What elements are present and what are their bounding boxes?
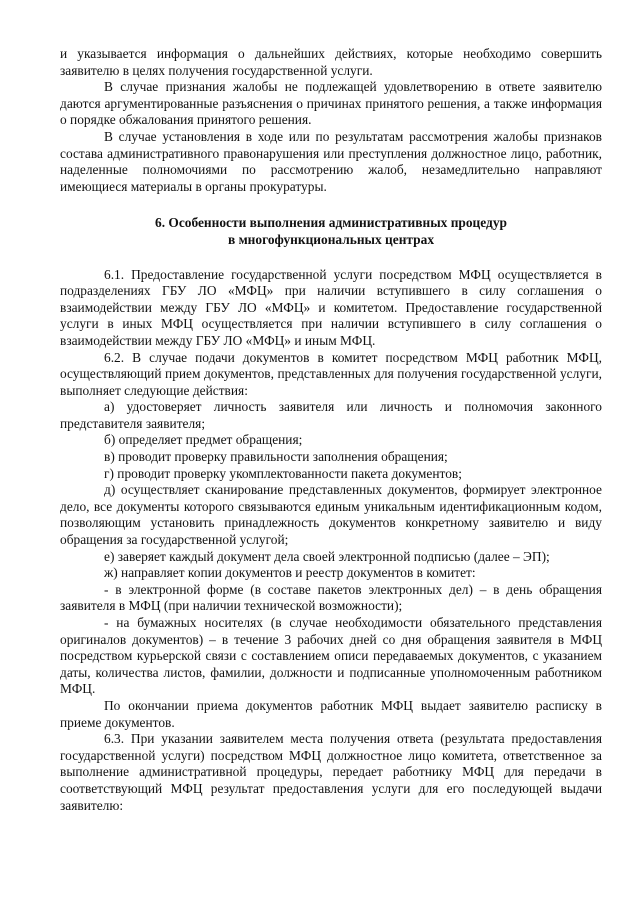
list-item-g: г) проводит проверку укомплектованности пакета документов; [104,465,462,481]
section-heading-line-1: 6. Особенности выполнения административных процедур [155,215,507,231]
sublist-paper: - на бумажных носителях (в случае необходимости обязательного представления оригиналов документов) – в течение 3 рабочих дней со дня обращения заявителя в МФЦ посредством курьерской связи с составлением описи передаваемых документов, с указанием даты, количества листов, фамилии, должности и подписанные уполномоченным работником МФЦ. [60,615,602,697]
paragraph-violation-found: В случае установления в ходе или по результатам рассмотрения жалобы признаков состава административного правонарушения или преступления должностное лицо, работник, наделенные полномочиями по рассмотрению жалоб, незамедлительно направляют имеющиеся материалы в органы прокуратуры. [60,128,602,194]
section-heading-line-2: в многофункциональных центрах [227,231,435,247]
list-item-zh: ж) направляет копии документов и реестр документов в комитет: [104,565,476,581]
list-item-a: а) удостоверяет личность заявителя или личность и полномочия законного представителя заявителя; [60,399,602,431]
paragraph-6-3: 6.3. При указании заявителем места получения ответа (результата предоставления государственной услуги) посредством МФЦ должностное лицо комитета, ответственное за выполнение административной процедуры, передает работнику МФЦ для передачи в соответствующий МФЦ результат предоставления услуги для его последующей выдачи заявителю: [60,731,602,813]
paragraph-complaint-rejected: В случае признания жалобы не подлежащей удовлетворению в ответе заявителю даются аргументированные разъяснения о причинах принятого решения, а также информация о порядке обжалования принятого решения. [60,79,602,128]
list-item-e: е) заверяет каждый документ дела своей электронной подписью (далее – ЭП); [104,548,550,564]
list-item-v: в) проводит проверку правильности заполнения обращения; [104,449,448,465]
paragraph-6-2: 6.2. В случае подачи документов в комитет посредством МФЦ работник МФЦ, осуществляющий прием документов, представленных для получения государственной услуги, выполняет следующие действия: [60,349,602,398]
paragraph-6-1: 6.1. Предоставление государственной услуги посредством МФЦ осуществляется в подразделениях ГБУ ЛО «МФЦ» при наличии вступившего в силу соглашения о взаимодействии между ГБУ ЛО «МФЦ» и комитетом. Предоставление государственной услуги в иных МФЦ осуществляется при наличии вступившего в силу соглашения о взаимодействии между ГБУ ЛО «МФЦ» и иным МФЦ. [60,266,602,348]
sublist-electronic: - в электронной форме (в составе пакетов электронных дел) – в день обращения заявителя в МФЦ (при наличии технической возможности); [60,581,602,614]
section-heading [60,215,602,248]
list-item-d: д) осуществляет сканирование представленных документов, формирует электронное дело, все документы которого связываются единым уникальным идентификационным кодом, позволяющим установить принадлежность документов конкретному заявителю и виду обращения за государственной услугой; [60,482,602,548]
list-item-b: б) определяет предмет обращения; [104,432,303,448]
paragraph-receipt: По окончании приема документов работник МФЦ выдает заявителю расписку в приеме документов. [60,697,602,730]
paragraph-continuation: и указывается информация о дальнейших действиях, которые необходимо совершить заявителю в целях получения государственной услуги. [60,46,602,78]
